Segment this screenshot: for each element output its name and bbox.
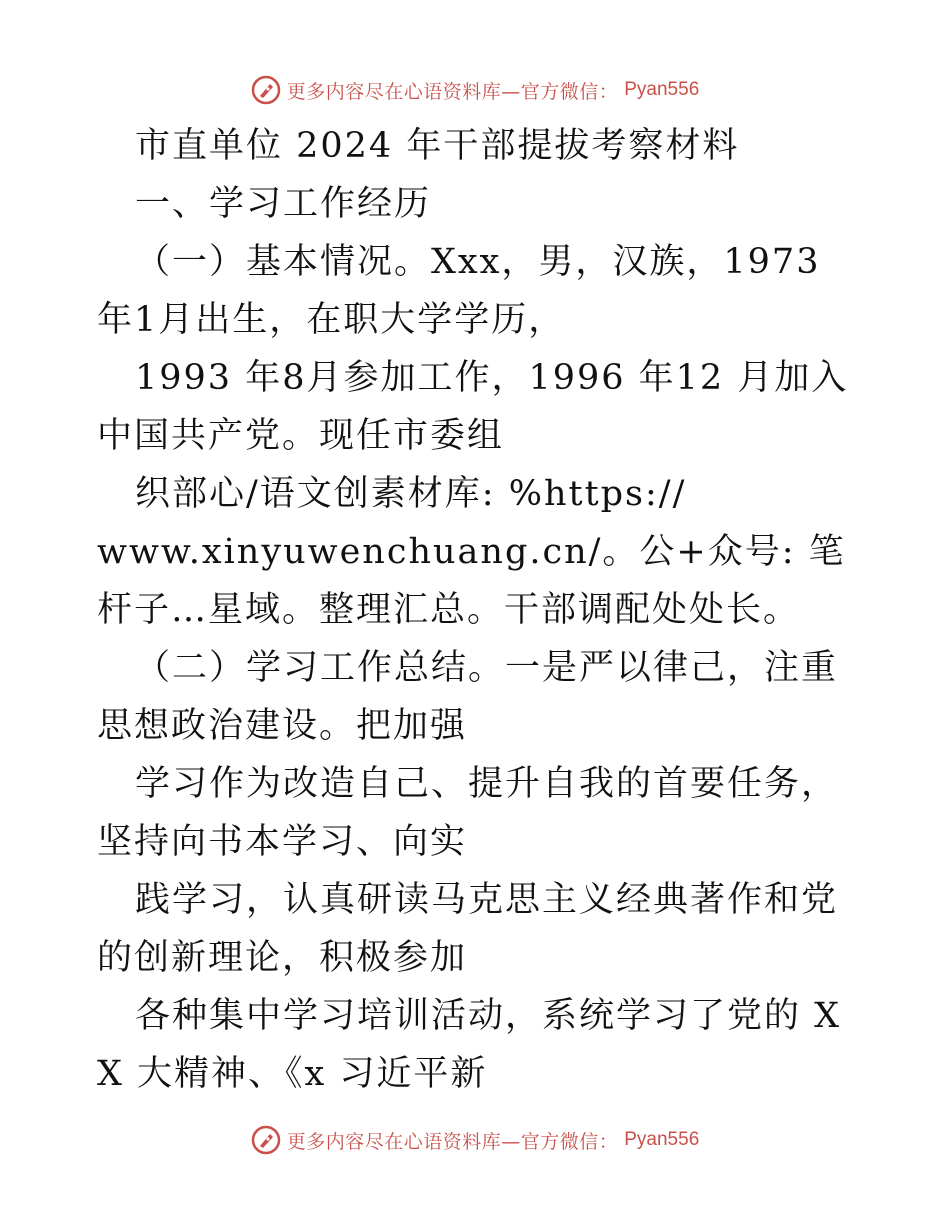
header-banner <box>0 70 950 110</box>
section-heading: 一、学习工作经历 <box>135 184 432 224</box>
paragraph-line: 各种集中学习培训活动，系统学习了党的 XX 大精神、《x 习近平新 <box>97 996 842 1094</box>
paragraph-line: （二）学习工作总结。一是严以律己，注重思想政治建设。把加强 <box>97 648 839 746</box>
paragraph-line: 学习作为改造自己、提升自我的首要任务，坚持向书本学习、向实 <box>97 764 839 862</box>
paragraph-line: 1993 年8月参加工作，1996 年12 月加入中国共产党。现任市委组 <box>97 358 849 456</box>
banner-text: 更多内容尽在心语资料库—官方微信： <box>286 1130 619 1153</box>
footer-banner <box>0 1120 950 1160</box>
document-body <box>97 117 862 1103</box>
banner-wechat-id: Pyan556 <box>624 1129 700 1150</box>
banner-text: 更多内容尽在心语资料库—官方微信： <box>286 80 619 103</box>
banner-wechat-id: Pyan556 <box>624 79 700 100</box>
paragraph-line: （一）基本情况。Xxx，男，汉族，1973 年1月出生，在职大学学历， <box>97 242 821 340</box>
paragraph-line: 织部心/语文创素材库: %https:// <box>135 474 687 514</box>
paragraph-line: 践学习，认真研读马克思主义经典著作和党的创新理论，积极参加 <box>97 880 839 978</box>
pen-nib-logo-icon <box>251 75 281 105</box>
document-title: 市直单位 2024 年干部提拔考察材料 <box>135 126 740 166</box>
paragraph-line: www.xinyuwenchuang.cn/。公+众号: 笔杆子…星域。整理汇总。干部调配处处长。 <box>97 532 846 630</box>
pen-nib-logo-icon <box>251 1125 281 1155</box>
